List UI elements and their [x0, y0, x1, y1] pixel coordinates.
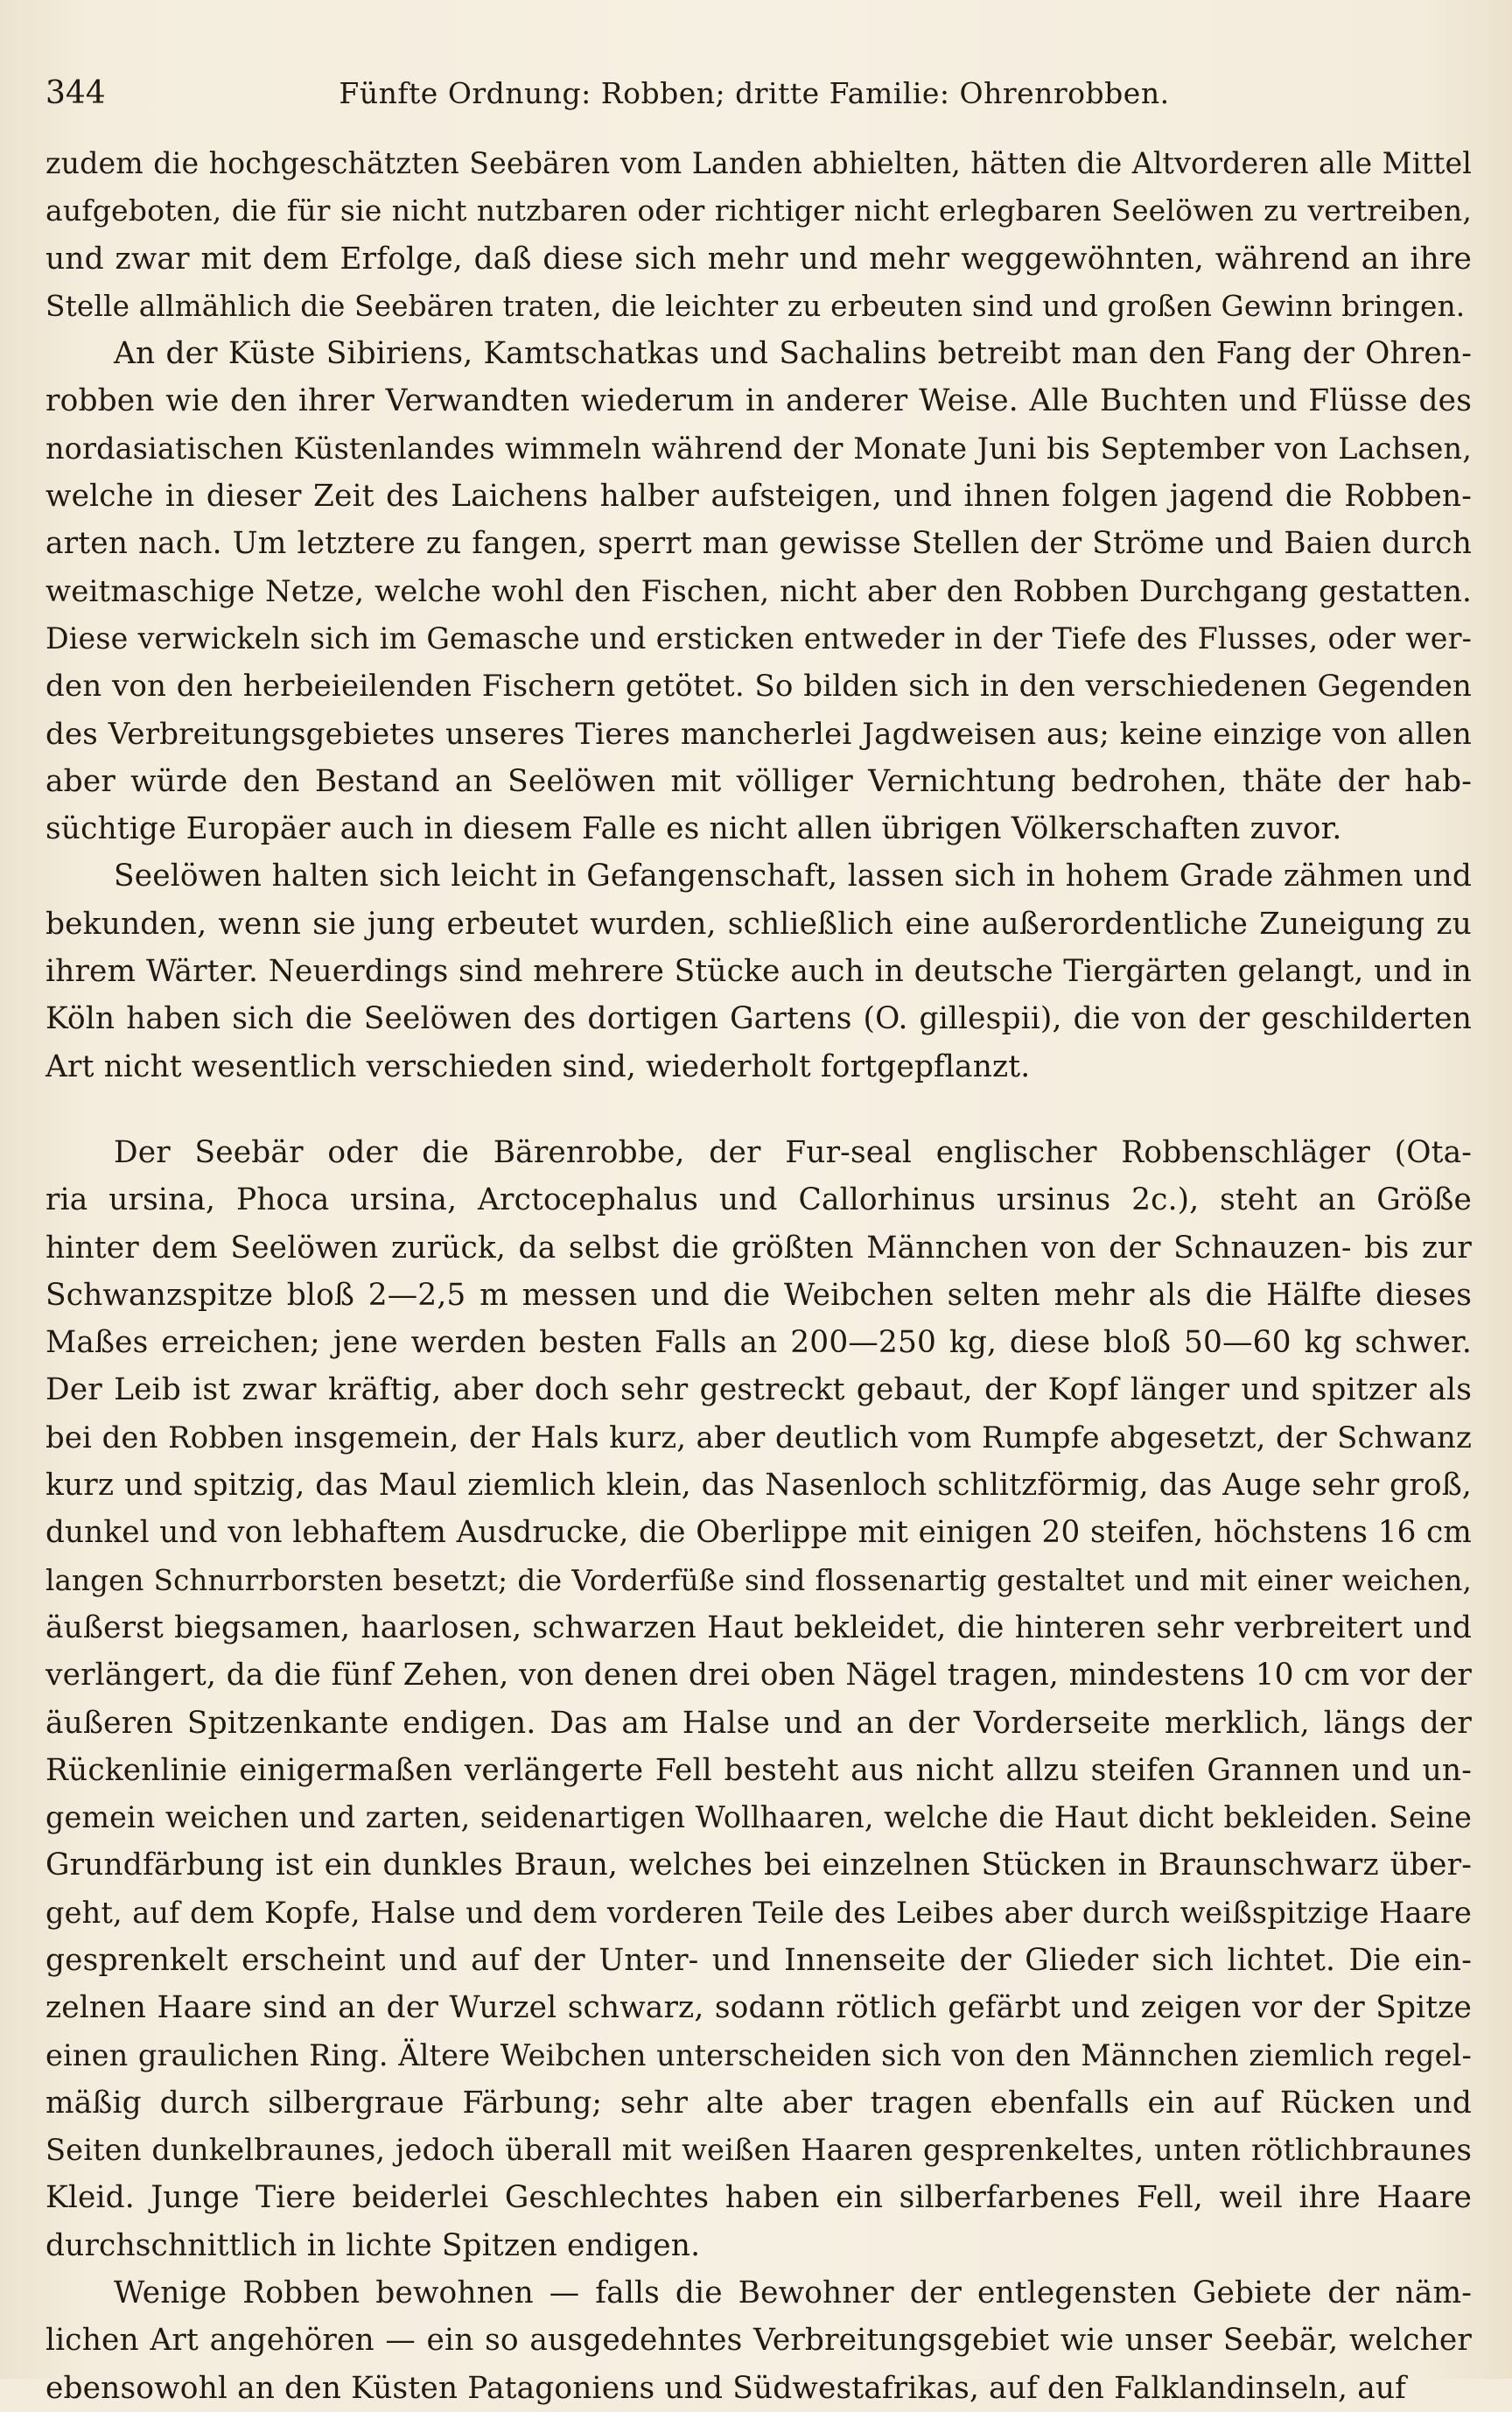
section-gap	[46, 1090, 1472, 1129]
paragraph-5	[46, 2269, 1472, 2412]
text-line: ebensowohl an den Küsten Patagoniens und Südwestafrikas, auf den Falklandinseln, auf	[46, 2370, 1407, 2406]
text-line: zelnen Haare sind an der Wurzel schwarz, sodann rötlich gefärbt und zeigen vor der Spitze	[46, 1990, 1472, 2026]
text-line: welche in dieser Zeit des Laichens halber aufsteigen, und ihnen folgen jagend die Robben-	[46, 479, 1472, 515]
text-line: verlängert, da die fünf Zehen, von denen drei oben Nägel tragen, mindestens 10 cm vor der	[46, 1658, 1472, 1693]
text-line: Wenige Robben bewohnen — falls die Bewohner der entlegensten Gebiete der näm-	[114, 2275, 1472, 2311]
text-line: Der Seebär oder die Bärenrobbe, der Fur-seal englischer Robbenschläger (Ota-	[114, 1134, 1472, 1170]
text-line: lichen Art angehören — ein so ausgedehntes Verbreitungsgebiet wie unser Seebär, welcher	[46, 2323, 1472, 2359]
text-line: Seiten dunkelbraunes, jedoch überall mit weißen Haaren gesprenkeltes, unten rötlichbraunes	[46, 2133, 1472, 2168]
text-line: äußeren Spitzenkante endigen. Das am Halse und an der Vorderseite merklich, längs der	[46, 1705, 1472, 1741]
text-line: Stelle allmählich die Seebären traten, die leichter zu erbeuten sind und großen Gewinn bringen.	[46, 289, 1466, 323]
text-line: hinter dem Seelöwen zurück, da selbst die größten Männchen von der Schnauzen- bis zur	[46, 1230, 1472, 1266]
text-line: kurz und spitzig, das Maul ziemlich klein, das Nasenloch schlitzförmig, das Auge sehr groß,	[46, 1468, 1472, 1504]
text-line: des Verbreitungsgebietes unseres Tieres mancherlei Jagdweisen aus; keine einzige von allen	[46, 716, 1472, 752]
text-line: ria ursina, Phoca ursina, Arctocephalus und Callorhinus ursinus 2c.), steht an Größe	[46, 1182, 1472, 1218]
text-line: Art nicht wesentlich verschieden sind, wiederholt fortgepflanzt.	[46, 1048, 1031, 1084]
text-line: mäßig durch silbergraue Färbung; sehr alte aber tragen ebenfalls ein auf Rücken und	[46, 2085, 1472, 2121]
text-line: den von den herbeieilenden Fischern getötet. So bilden sich in den verschiedenen Gegenden	[46, 669, 1472, 705]
page-number: 344	[46, 75, 106, 111]
text-line: Diese verwickeln sich im Gemasche und ersticken entweder in der Tiefe des Flusses, oder wer-	[46, 621, 1472, 656]
text-line: gesprenkelt erscheint und auf der Unter- und Innenseite der Glieder sich lichtet. Die ein-	[46, 1942, 1472, 1978]
text-line: durchschnittlich in lichte Spitzen endigen.	[46, 2227, 701, 2263]
text-line: bei den Robben insgemein, der Hals kurz, aber deutlich vom Rumpfe abgesetzt, der Schwanz	[46, 1420, 1472, 1455]
text-line: weitmaschige Netze, welche wohl den Fischen, nicht aber den Robben Durchgang gestatten.	[46, 573, 1472, 609]
text-line: einen graulichen Ring. Ältere Weibchen unterscheiden sich von den Männchen ziemlich regel-	[46, 2037, 1472, 2072]
text-line: bekunden, wenn sie jung erbeutet wurden, schließlich eine außerordentliche Zuneigung zu	[46, 906, 1472, 942]
paragraph-3	[46, 852, 1472, 1090]
text-line: An der Küste Sibiriens, Kamtschatkas und Sachalins betreibt man den Fang der Ohren-	[114, 336, 1472, 372]
text-line: aber würde den Bestand an Seelöwen mit völliger Vernichtung bedrohen, thäte der hab-	[46, 763, 1472, 799]
text-line: geht, auf dem Kopfe, Halse und dem vorderen Teile des Leibes aber durch weißspitzige Haare	[46, 1895, 1472, 1930]
text-line: Seelöwen halten sich leicht in Gefangenschaft, lassen sich in hohem Grade zähmen und	[114, 859, 1472, 894]
paragraph-4	[46, 1129, 1472, 2269]
paragraph-1	[46, 140, 1472, 330]
text-line: nordasiatischen Küstenlandes wimmeln während der Monate Juni bis September von Lachsen,	[46, 431, 1472, 466]
page-header	[46, 72, 1472, 116]
text-line: zudem die hochgeschätzten Seebären vom Landen abhielten, hätten die Altvorderen alle Mittel	[46, 146, 1472, 180]
text-line: Rückenlinie einigermaßen verlängerte Fell besteht aus nicht allzu steifen Grannen und un-	[46, 1752, 1472, 1788]
text-line: dunkel und von lebhaftem Ausdrucke, die Oberlippe mit einigen 20 steifen, höchstens 16 cm	[46, 1515, 1472, 1551]
text-line: süchtige Europäer auch in diesem Falle es nicht allen übrigen Völkerschaften zuvor.	[46, 811, 1342, 847]
text-line: aufgeboten, die für sie nicht nutzbaren oder richtiger nicht erlegbaren Seelöwen zu vertreiben,	[46, 193, 1472, 228]
text-line: Maßes erreichen; jene werden besten Falls an 200—250 kg, diese bloß 50—60 kg schwer.	[46, 1325, 1472, 1361]
body-text	[46, 140, 1472, 2412]
text-line: gemein weichen und zarten, seidenartigen Wollhaaren, welche die Haut dicht bekleiden. Seine	[46, 1800, 1472, 1835]
text-line: Grundfärbung ist ein dunkles Braun, welches bei einzelnen Stücken in Braunschwarz über-	[46, 1848, 1472, 1883]
text-line: ihrem Wärter. Neuerdings sind mehrere Stücke auch in deutsche Tiergärten gelangt, und in	[46, 954, 1472, 990]
text-line: Schwanzspitze bloß 2—2,5 m messen und die Weibchen selten mehr als die Hälfte dieses	[46, 1277, 1472, 1313]
text-line: robben wie den ihrer Verwandten wiederum in anderer Weise. Alle Buchten und Flüsse des	[46, 383, 1472, 419]
text-line: arten nach. Um letztere zu fangen, sperrt man gewisse Stellen der Ströme und Baien durch	[46, 526, 1472, 562]
text-line: und zwar mit dem Erfolge, daß diese sich mehr und mehr weggewöhnten, während an ihre	[46, 241, 1472, 277]
text-line: langen Schnurrborsten besetzt; die Vorderfüße sind flossenartig gestaltet und mit einer weichen,	[46, 1563, 1472, 1597]
running-head: Fünfte Ordnung: Robben; dritte Familie: Ohrenrobben.	[339, 76, 1170, 110]
paragraph-2	[46, 330, 1472, 852]
text-line: Der Leib ist zwar kräftig, aber doch sehr gestreckt gebaut, der Kopf länger und spitzer als	[46, 1372, 1472, 1408]
text-line: äußerst biegsamen, haarlosen, schwarzen Haut bekleidet, die hinteren sehr verbreitert und	[46, 1609, 1472, 1645]
text-line: Kleid. Junge Tiere beiderlei Geschlechtes haben ein silberfarbenes Fell, weil ihre Haare	[46, 2180, 1472, 2216]
text-line: Köln haben sich die Seelöwen des dortigen Gartens (O. gillespii), die von der geschilderten	[46, 1001, 1472, 1037]
